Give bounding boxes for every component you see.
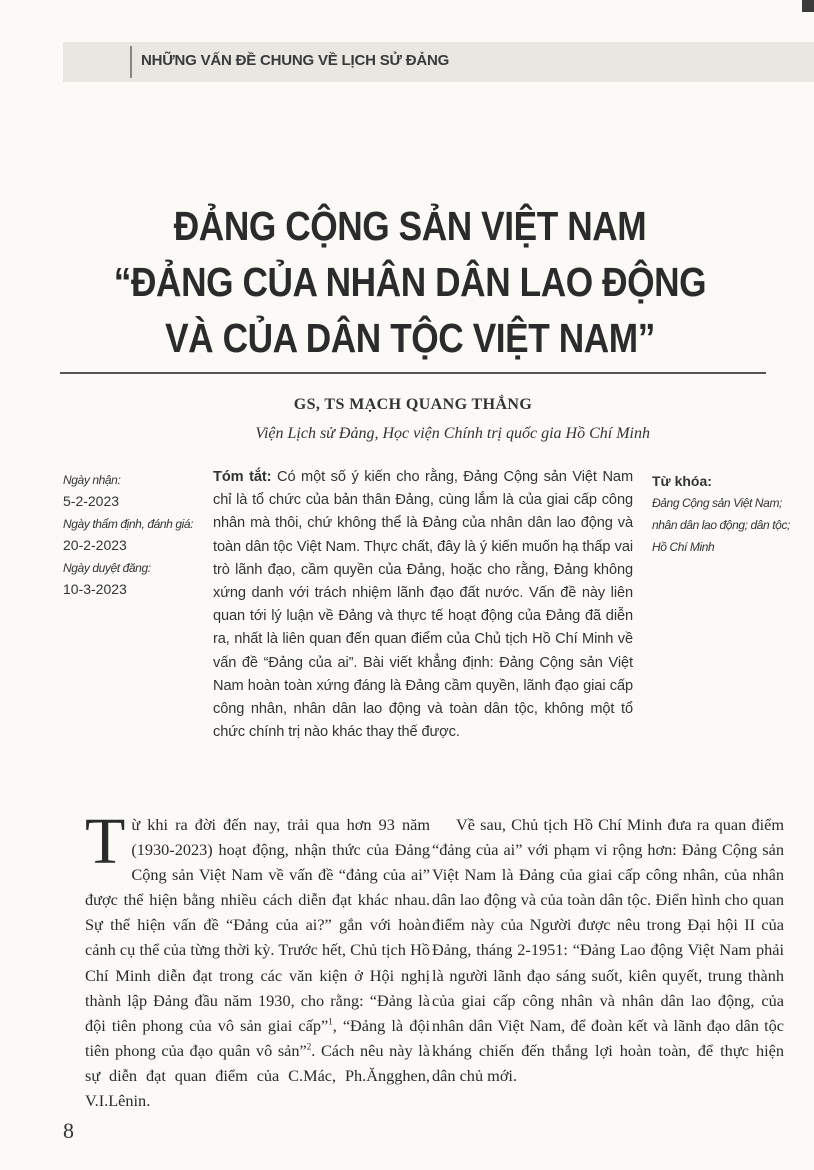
received-date-value: 5-2-2023 [63, 493, 120, 509]
author-affiliation: Viện Lịch sử Đảng, Học viện Chính trị quốc gia Hồ Chí Minh [255, 425, 650, 442]
abstract-text: Có một số ý kiến cho rằng, Đảng Cộng sản Việt Nam chỉ là tổ chức của bản thân Đảng, cùng lắm là của giai cấp công nhân mà thôi, chứ không thể là Đảng của nhân dân lao động và toàn dân tộc Việt Nam. Thực chất, đây là ý kiến muốn hạ thấp vai trò lãnh đạo, cầm quyền của Đảng, hoặc cho rằng, Đảng không xứng danh với trách nhiệm lãnh đạo đất nước. Vấn đề này liên quan tới lý luận về Đảng và thực tế hoạt động của Đảng đã diễn ra, nhất là liên quan đến quan điểm của Chủ tịch Hồ Chí Minh về vấn đề “Đảng của ai”. Bài viết khẳng định: Đảng Cộng sản Việt Nam hoàn toàn xứng đáng là Đảng cầm quyền, lãnh đạo giai cấp công nhân, nhân dân lao động và toàn dân tộc, không một tổ chức chính trị nào khác thay thế được. [213, 469, 633, 741]
body-text: . Cách nêu này là sự diễn đạt quan điểm của C.Mác, Ph.Ăngghen, V.I.Lênin. [85, 1040, 431, 1111]
section-header-title: NHỮNG VẤN ĐỀ CHUNG VỀ LỊCH SỬ ĐẢNG [141, 52, 450, 69]
footnote-ref-2[interactable]: 2 [306, 1041, 312, 1052]
reviewed-date-value: 20-2-2023 [63, 537, 127, 553]
page-number: 8 [63, 1118, 74, 1143]
keywords-text: Đảng Cộng sản Việt Nam; nhân dân lao động; dân tộc; Hồ Chí Minh [652, 496, 790, 554]
drop-cap: T [85, 805, 126, 878]
body-text: ừ khi ra đời đến nay, trải qua hơn 93 năm (1930-2023) hoạt động, nhận thức của Đảng Cộng sản Việt Nam về vấn đề “đảng của ai” được thể hiện bằng nhiều cách diễn đạt khác nhau. Sự thể hiện vấn đề “Đảng của ai?” gắn với hoàn cảnh cụ thể của từng thời kỳ. Trước hết, Chủ tịch Hồ Chí Minh diễn đạt trong các văn kiện ở Hội nghị thành lập Đảng đầu năm 1930, cho rằng: “Đảng là đội tiên phong của vô sản giai cấp” [85, 815, 430, 1035]
publication-dates [63, 470, 203, 602]
title-divider-rule [60, 372, 766, 374]
article-title-line-1: ĐẢNG CỘNG SẢN VIỆT NAM [173, 203, 647, 249]
keywords-label: Từ khóa: [652, 473, 712, 489]
article-title-line-3: VÀ CỦA DÂN TỘC VIỆT NAM” [165, 315, 655, 361]
footnote-ref-1[interactable]: 1 [328, 1016, 333, 1027]
article-title-line-2: “ĐẢNG CỦA NHÂN DÂN LAO ĐỘNG [113, 259, 707, 305]
body-column-left [85, 805, 431, 1113]
abstract-label: Tóm tắt: [213, 469, 272, 485]
received-date-label: Ngày nhận: [63, 473, 121, 487]
section-header-divider [130, 46, 132, 78]
body-paragraph [85, 805, 431, 1113]
body-paragraph: Về sau, Chủ tịch Hồ Chí Minh đưa ra quan điểm “đảng của ai” với phạm vi rộng hơn: Đảng Cộng sản Việt Nam là Đảng của giai cấp công nhân, của nhân dân lao động và của toàn dân tộc. Điển hình cho quan điểm này của Người được nêu trong Đại hội II của Đảng, tháng 2-1951: “Đảng Lao động Việt Nam phải là người lãnh đạo sáng suốt, kiên quyết, trung thành của giai cấp công nhân và nhân dân lao động, của nhân dân Việt Nam, để đoàn kết và lãnh đạo dân tộc kháng chiến đến thắng lợi hoàn toàn, để thực hiện dân chủ mới. [432, 815, 784, 1085]
approved-date-value: 10-3-2023 [63, 581, 127, 597]
approved-date-label: Ngày duyệt đăng: [63, 561, 151, 575]
body-text: , “Đảng là đội tiên phong của đạo quân vô sản” [85, 1015, 430, 1060]
keywords [652, 470, 802, 558]
article-title [109, 198, 711, 366]
abstract [213, 466, 633, 744]
author-name: GS, TS MẠCH QUANG THẮNG [293, 396, 533, 413]
corner-registration-mark [802, 0, 814, 12]
body-column-right [432, 812, 784, 1088]
reviewed-date-label: Ngày thẩm định, đánh giá: [63, 517, 194, 531]
